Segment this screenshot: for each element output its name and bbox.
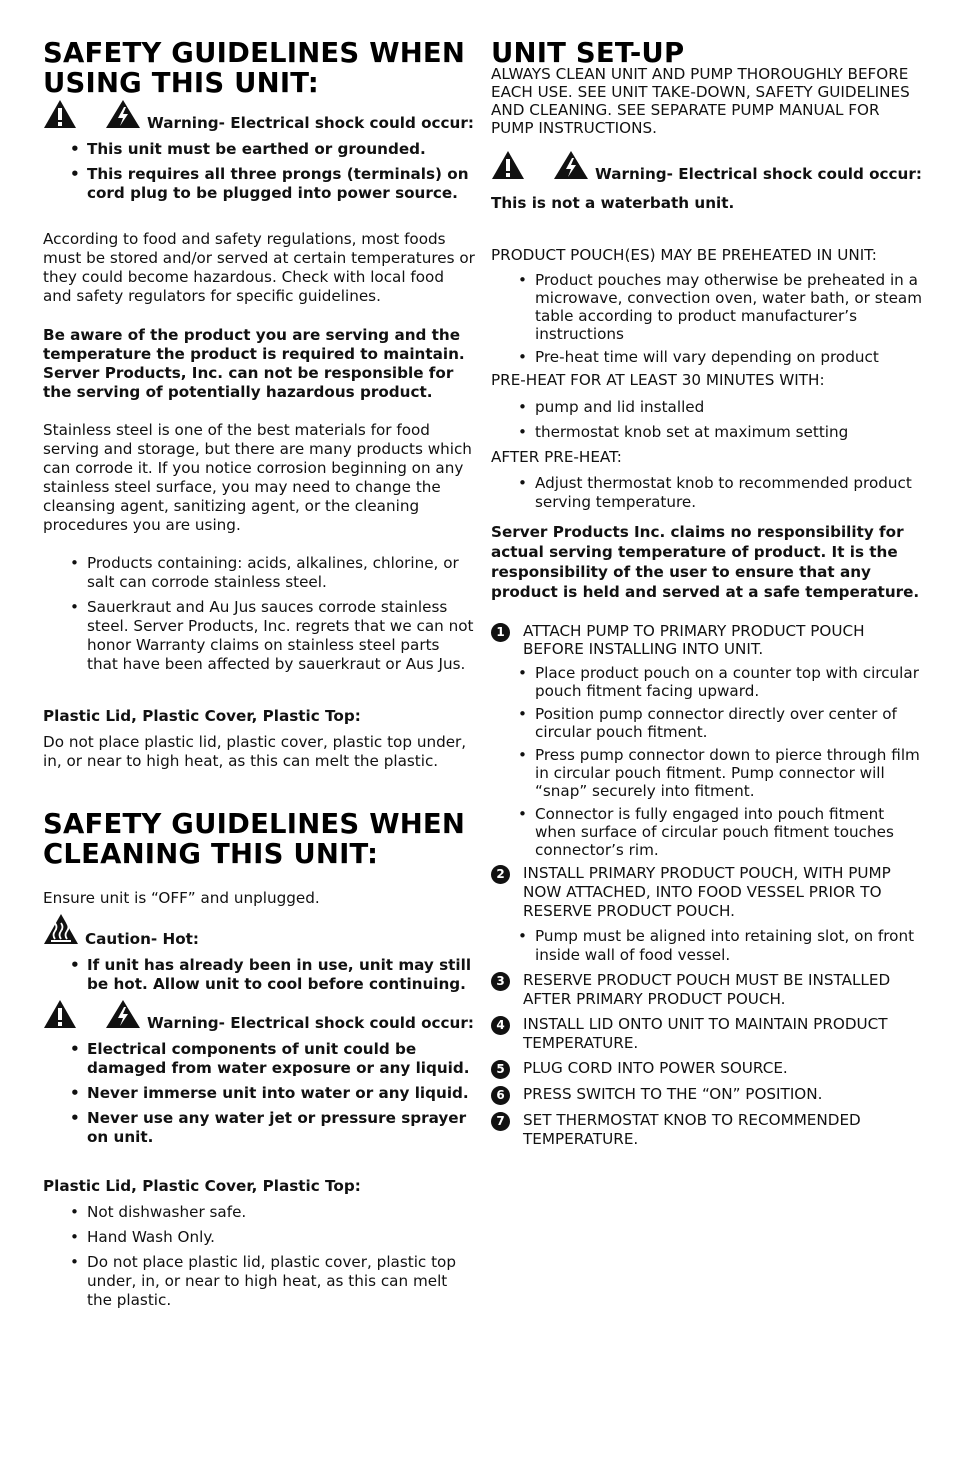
list-item: • Press pump connector down to pierce through film in circular pouch fitment. Pump connector will “snap” securely into fitment. [535, 746, 923, 800]
warning-label: Warning- Electrical shock could occur: [147, 114, 474, 132]
step-1 [491, 622, 923, 658]
warning-exclamation-icon [491, 150, 525, 185]
list-item: • Products containing: acids, alkalines, chlorine, or salt can corrode stainless steel. [87, 554, 475, 592]
warning-exclamation-icon [43, 999, 77, 1034]
warning-label: Warning- Electrical shock could occur: [595, 165, 922, 183]
hot-surface-icon [43, 913, 79, 950]
warning-line-2 [43, 1000, 475, 1034]
setup-intro: ALWAYS CLEAN UNIT AND PUMP THOROUGHLY BEFORE EACH USE. SEE UNIT TAKE-DOWN, SAFETY GUIDELINES AND CLEANING. SEE SEPARATE PUMP MANUAL FOR PUMP INSTRUCTIONS. [491, 65, 910, 137]
list-item: • Do not place plastic lid, plastic cover, plastic top under, in, or near to high heat, as this can melt the plastic. [87, 1253, 475, 1310]
after-preheat-list [491, 474, 923, 512]
step-text: INSTALL PRIMARY PRODUCT POUCH, WITH PUMP NOW ATTACHED, INTO FOOD VESSEL PRIOR TO RESERVE PRODUCT POUCH. [523, 864, 891, 920]
list-item: • Not dishwasher safe. [87, 1203, 475, 1222]
warning-label: Warning- Electrical shock could occur: [147, 1014, 474, 1032]
list-item: • Connector is fully engaged into pouch fitment when surface of circular pouch fitment touches connector’s rim. [535, 805, 923, 859]
list-item: • Position pump connector directly over center of circular pouch fitment. [535, 705, 923, 741]
step-number-badge: 7 [491, 1112, 510, 1131]
warning-list-1 [43, 140, 475, 203]
step-4 [491, 1015, 923, 1053]
plastic-paragraph: Do not place plastic lid, plastic cover, plastic top under, in, or near to high heat, as this can melt the plastic. [43, 733, 467, 770]
caution-list [43, 956, 475, 994]
step-number-badge: 2 [491, 865, 510, 884]
warning-list-2 [43, 1040, 475, 1147]
caution-line [43, 916, 475, 950]
after-preheat-label: AFTER PRE-HEAT: [491, 448, 622, 466]
preheat-list [491, 271, 923, 366]
step-2 [491, 864, 923, 921]
step-number-badge: 6 [491, 1086, 510, 1105]
list-item: • Never immerse unit into water or any liquid. [87, 1084, 475, 1103]
preheat-label: PRODUCT POUCH(ES) MAY BE PREHEATED IN UNIT: [491, 246, 877, 264]
step-5 [491, 1059, 923, 1079]
list-item: • Sauerkraut and Au Jus sauces corrode stainless steel. Server Products, Inc. regrets that we can not honor Warranty claims on stainless steel parts that have been affected by sauerkraut or Aus Jus. [87, 598, 475, 674]
warning-line-3 [491, 151, 923, 185]
right-column [491, 38, 923, 1155]
plastic-heading: Plastic Lid, Plastic Cover, Plastic Top: [43, 1177, 361, 1195]
ensure-off-text: Ensure unit is “OFF” and unplugged. [43, 889, 320, 907]
step-number-badge: 3 [491, 972, 510, 991]
claims-paragraph: Server Products Inc. claims no responsibility for actual serving temperature of product. It is the responsibility of the user to ensure that any product is held and served at a safe temperature. [491, 523, 920, 601]
heading-safety-cleaning: SAFETY GUIDELINES WHEN CLEANING THIS UNIT: [43, 808, 466, 870]
preheat-30-label: PRE-HEAT FOR AT LEAST 30 MINUTES WITH: [491, 371, 825, 389]
corrode-list [43, 554, 475, 674]
list-item: • Adjust thermostat knob to recommended product serving temperature. [535, 474, 923, 512]
regulations-paragraph: According to food and safety regulations, most foods must be stored and/or served at certain temperatures or they could become hazardous. Check with local food and safety regulators for specific guidelines. [43, 230, 475, 305]
step-3 [491, 971, 923, 1009]
step-text: PRESS SWITCH TO THE “ON” POSITION. [523, 1085, 823, 1103]
caution-label: Caution- Hot: [85, 930, 199, 948]
list-item: • Place product pouch on a counter top with circular pouch fitment facing upward. [535, 664, 923, 700]
step-number-badge: 1 [491, 623, 510, 642]
left-column [43, 38, 475, 1316]
warning-exclamation-icon [43, 99, 77, 134]
list-item: • This requires all three prongs (terminals) on cord plug to be plugged into power source. [87, 165, 475, 203]
preheat-30-list [491, 398, 923, 442]
stainless-paragraph: Stainless steel is one of the best materials for food serving and storage, but there are many products which can corrode it. If you notice corrosion beginning on any stainless steel surface, you may need to change the cleansing agent, sanitizing agent, or the cleaning procedures you are using. [43, 421, 472, 534]
list-item: • Pump must be aligned into retaining slot, on front inside wall of food vessel. [535, 927, 923, 965]
list-item: • Product pouches may otherwise be preheated in a microwave, convection oven, water bath, or steam table according to product manufacturer’s instructions [535, 271, 923, 343]
list-item: • thermostat knob set at maximum setting [535, 423, 923, 442]
heading-unit-setup: UNIT SET-UP [491, 37, 685, 69]
step-number-badge: 5 [491, 1060, 510, 1079]
step-text: RESERVE PRODUCT POUCH MUST BE INSTALLED AFTER PRIMARY PRODUCT POUCH. [523, 971, 891, 1008]
list-item: • Pre-heat time will vary depending on product [535, 348, 923, 366]
plastic-heading: Plastic Lid, Plastic Cover, Plastic Top: [43, 707, 361, 725]
list-item: • Hand Wash Only. [87, 1228, 475, 1247]
list-item: • Electrical components of unit could be damaged from water exposure or any liquid. [87, 1040, 475, 1078]
step-6 [491, 1085, 923, 1105]
step-text: INSTALL LID ONTO UNIT TO MAINTAIN PRODUCT TEMPERATURE. [523, 1015, 888, 1052]
step-2-sublist [491, 927, 923, 965]
aware-paragraph: Be aware of the product you are serving and the temperature the product is required to maintain. Server Products, Inc. can not be responsible for the serving of potentially hazardous product. [43, 326, 465, 401]
list-item: • pump and lid installed [535, 398, 923, 417]
electrical-shock-icon [553, 150, 589, 185]
list-item: • If unit has already been in use, unit may still be hot. Allow unit to cool before continuing. [87, 956, 475, 994]
electrical-shock-icon [105, 99, 141, 134]
setup-steps [491, 622, 923, 1149]
step-text: SET THERMOSTAT KNOB TO RECOMMENDED TEMPERATURE. [523, 1111, 861, 1148]
step-text: PLUG CORD INTO POWER SOURCE. [523, 1059, 788, 1077]
electrical-shock-icon [105, 999, 141, 1034]
heading-safety-using: SAFETY GUIDELINES WHEN USING THIS UNIT: [43, 37, 466, 99]
list-item: • This unit must be earthed or grounded. [87, 140, 475, 159]
warning-line-1 [43, 100, 475, 134]
step-1-sublist [491, 664, 923, 859]
list-item: • Never use any water jet or pressure sprayer on unit. [87, 1109, 475, 1147]
step-number-badge: 4 [491, 1016, 510, 1035]
step-text: ATTACH PUMP TO PRIMARY PRODUCT POUCH BEFORE INSTALLING INTO UNIT. [523, 622, 865, 658]
plastic-list [43, 1203, 475, 1310]
step-7 [491, 1111, 923, 1149]
not-waterbath-text: This is not a waterbath unit. [491, 194, 735, 212]
